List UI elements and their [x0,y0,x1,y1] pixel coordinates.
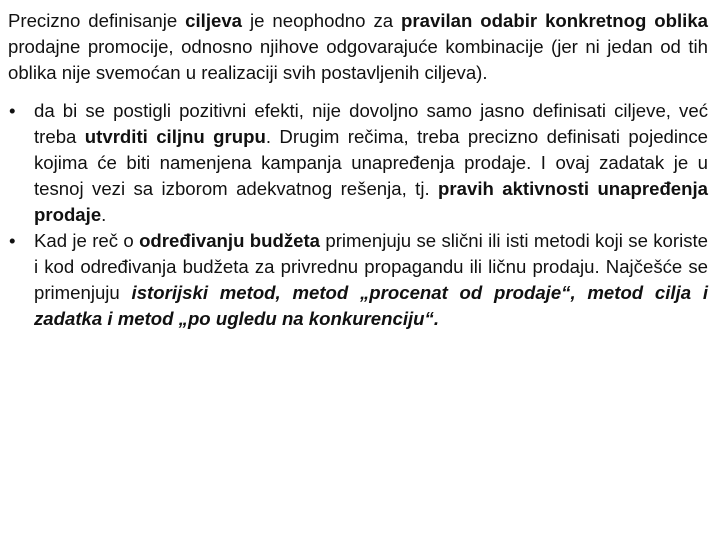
bullet-item-ciljna-grupa [8,98,708,228]
bullet-list [8,98,708,332]
bullet-1-text-3: . [101,204,107,225]
intro-bold-ciljeva: ciljeva [185,10,243,31]
intro-paragraph [8,8,708,86]
intro-text-2: je neophodno za [242,10,402,31]
bullet-2-text-2: primenjuju se slični ili isti metodi koji se koriste i kod određivanja budžeta za privrednu propagandu ili ličnu prodaju. Najčešće se primenjuju [34,230,709,303]
bullet-1-text-2: . Drugim rečima, treba precizno definisati pojedince kojima će biti namenjena kampanja unapređenja prodaje. I ovaj zadatak je u tesnoj vezi sa izborom adekvatnog rešenja, tj. [34,126,709,199]
bullet-1-bold-1: utvrditi ciljnu grupu [84,126,266,147]
bullet-2-text-3: . [433,308,439,329]
slide-content [8,0,708,540]
intro-text-1: Precizno definisanje [8,10,186,31]
bullet-1-text-1: da bi se postigli pozitivni efekti, nije dovoljno samo jasno definisati ciljeve, već treba [34,100,708,147]
bullet-2-text-1: Kad je reč o [34,230,140,251]
intro-bold-odabir: pravilan odabir konkretnog oblika [401,10,709,31]
bullet-2-bold-italic: istorijski metod, metod „procenat od prodaje“, metod cilja i zadatka i metod „po ugledu na konkurenciju“ [34,282,708,329]
bullet-1-bold-2: pravih aktivnosti unapređenja prodaje [34,178,709,225]
bullet-item-budzet [8,228,708,332]
bullet-marker: • [9,230,16,251]
intro-text-3: prodajne promocije, odnosno njihove odgovarajuće kombinacije (jer ni jedan od tih oblika nije svemoćan u realizaciji svih postavljenih ciljeva). [8,36,708,83]
bullet-marker: • [9,100,16,121]
bullet-2-bold-1: određivanju budžeta [139,230,321,251]
